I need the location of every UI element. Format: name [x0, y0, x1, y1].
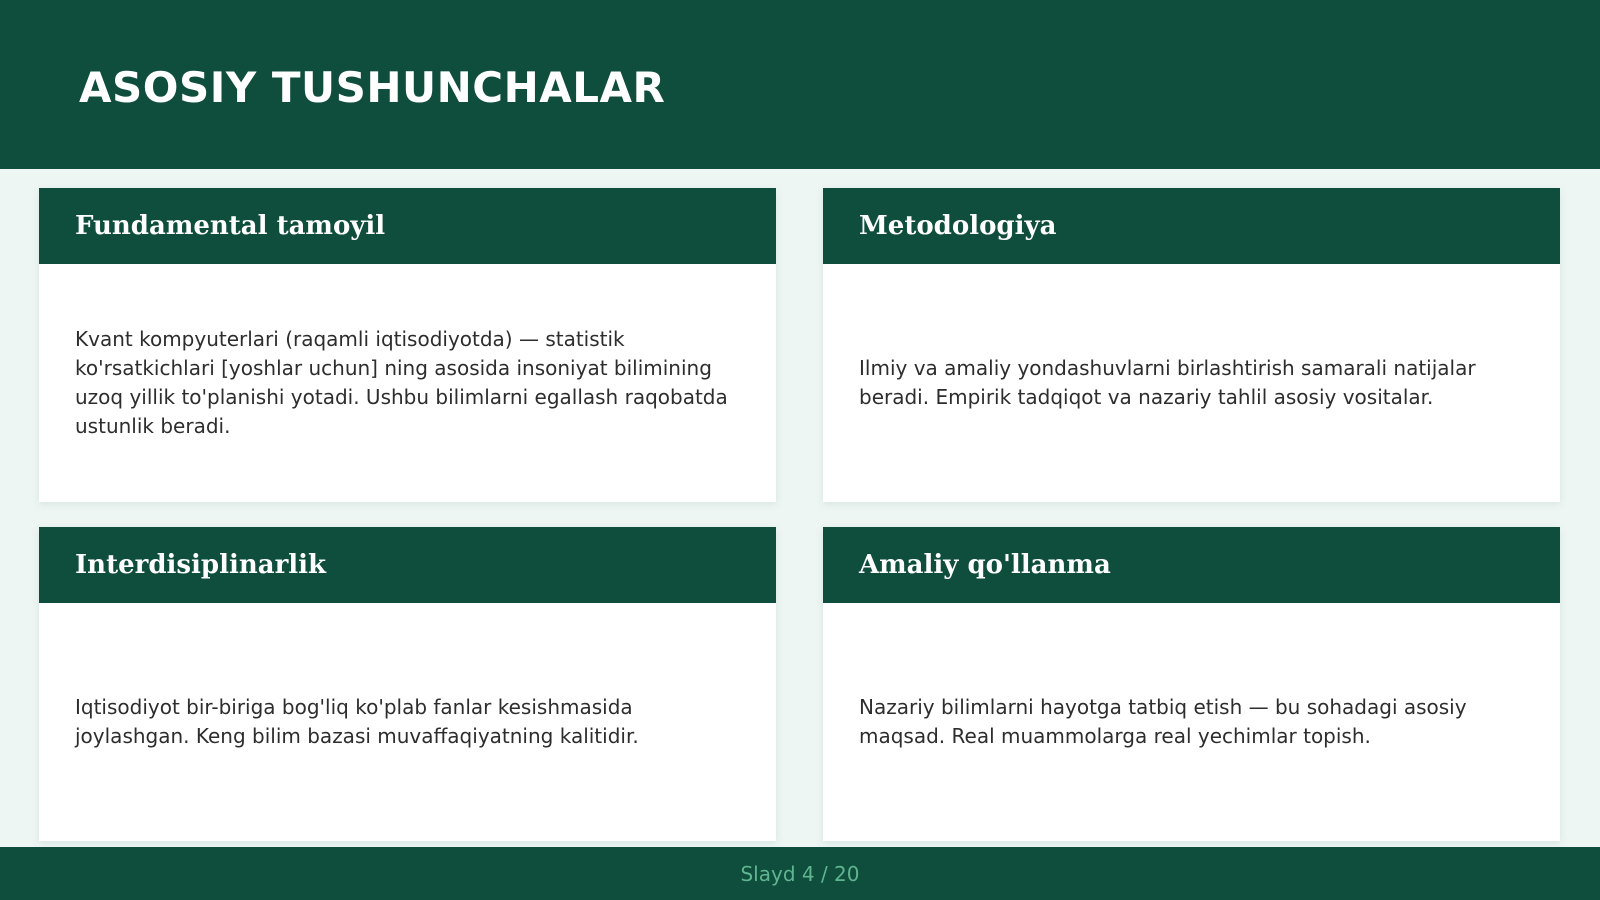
card-text: Iqtisodiyot bir-biriga bog'liq ko'plab fanlar kesishmasida joylashgan. Keng bilim bazasi muvaffaqiyatning kalitidir. — [75, 695, 639, 748]
card-title: Amaliy qo'llanma — [859, 550, 1111, 580]
card-header — [823, 527, 1560, 603]
card-body — [823, 264, 1560, 502]
card-body — [39, 603, 776, 841]
card-fundamental-principle — [39, 188, 776, 502]
card-header — [39, 527, 776, 603]
slide-header — [0, 0, 1600, 169]
card-text: Nazariy bilimlarni hayotga tatbiq etish — bu sohadagi asosiy maqsad. Real muammolarga real yechimlar topish. — [859, 695, 1467, 748]
card-title: Fundamental tamoyil — [75, 211, 386, 241]
card-title: Interdisiplinarlik — [75, 550, 327, 580]
card-text: Kvant kompyuterlari (raqamli iqtisodiyotda) — statistik ko'rsatkichlari [yoshlar uchun] ning asosida insoniyat bilimining uzoq yillik to'planishi yotadi. Ushbu bilimlarni egallash raqobatda ustunlik beradi. — [75, 327, 728, 438]
slide-footer — [0, 847, 1600, 900]
card-body — [39, 264, 776, 502]
card-body — [823, 603, 1560, 841]
card-header — [823, 188, 1560, 264]
card-text: Ilmiy va amaliy yondashuvlarni birlashtirish samarali natijalar beradi. Empirik tadqiqot va nazariy tahlil asosiy vositalar. — [859, 356, 1476, 409]
card-title: Metodologiya — [859, 211, 1057, 241]
card-methodology — [823, 188, 1560, 502]
slide-counter: Slayd 4 / 20 — [740, 861, 860, 886]
card-interdisciplinarity — [39, 527, 776, 841]
slide-title: ASOSIY TUSHUNCHALAR — [79, 63, 666, 112]
card-header — [39, 188, 776, 264]
card-practical-guide — [823, 527, 1560, 841]
